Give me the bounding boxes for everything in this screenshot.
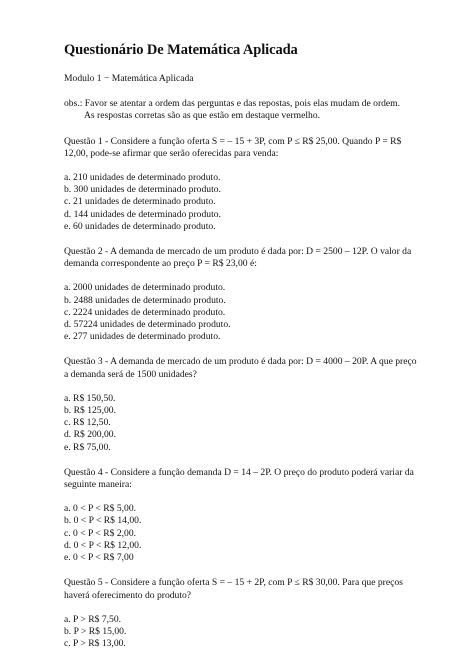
question-text: Questão 1 - Considere a função oferta S = – 15 + 3P, com P ≤ R$ 25,00. Quando P = R$ 12,00, pode-se afirmar que serão oferecidas para venda: <box>64 135 402 159</box>
option-item: d. 144 unidades de determinado produto. <box>64 208 221 220</box>
option-list <box>64 172 422 233</box>
question-text: Questão 4 - Considere a função demanda D = 14 – 2P. O preço do produto poderá variar da seguinte maneira: <box>64 466 414 491</box>
option-item: a. 0 < P < R$ 5,00. <box>64 503 137 515</box>
option-item: b. 300 unidades de determinado produto. <box>64 184 221 196</box>
option-item: b. 2488 unidades de determinado produto. <box>64 294 226 306</box>
question-text: Questão 2 - A demanda de mercado de um produto é dada por: D = 2500 – 12P. O valor da demanda correspondente ao preço P = R$ 23,00 é: <box>64 246 412 270</box>
obs-line-1: obs.: Favor se atentar a ordem das perguntas e das repostas, pois elas mudam de ordem. <box>64 98 401 110</box>
option-item: e. 277 unidades de determinado produto. <box>64 331 221 343</box>
question-text: Questão 3 - A demanda de mercado de um produto é dada por: D = 4000 – 20P. A que preço a demanda será de 1500 unidades? <box>64 356 417 380</box>
option-list <box>64 282 422 343</box>
option-item: c. 2224 unidades de determinado produto. <box>64 306 226 318</box>
option-list <box>64 503 422 564</box>
option-item: c. R$ 12,50. <box>64 417 111 429</box>
option-item: e. 60 unidades de determinado produto. <box>64 220 216 232</box>
option-item: a. P > R$ 7,50. <box>64 613 122 625</box>
option-list <box>64 393 422 454</box>
question-block <box>64 467 422 564</box>
obs-line-2: As respostas corretas são as que estão em destaque vermelho. <box>84 110 321 122</box>
option-item: a. R$ 150,50. <box>64 392 116 404</box>
option-item: d. 57224 unidades de determinado produto. <box>64 319 231 331</box>
option-item: d. 0 < P < R$ 12,00. <box>64 539 142 551</box>
option-item: b. 0 < P < R$ 14,00. <box>64 515 142 527</box>
option-item: c. 0 < P < R$ 2,00. <box>64 527 137 539</box>
option-item: e. R$ 75,00. <box>64 441 111 453</box>
option-item: b. R$ 125,00. <box>64 405 116 417</box>
option-list <box>64 614 422 651</box>
option-item: e. 0 < P < R$ 7,00 <box>64 552 134 564</box>
document-title: Questionário De Matemática Aplicada <box>64 42 298 58</box>
question-block <box>64 246 422 343</box>
option-item: c. P > R$ 13,00. <box>64 638 126 650</box>
option-item: b. P > R$ 15,00. <box>64 625 127 637</box>
question-block <box>64 356 422 453</box>
option-item: c. 21 unidades de determinado produto. <box>64 196 216 208</box>
option-item: a. 210 unidades de determinado produto. <box>64 172 221 184</box>
option-item: a. 2000 unidades de determinado produto. <box>64 282 226 294</box>
question-block <box>64 136 422 233</box>
question-block <box>64 577 422 650</box>
option-item: d. R$ 200,00. <box>64 429 116 441</box>
module-heading: Modulo 1 − Matemática Aplicada <box>64 73 194 84</box>
question-text: Questão 5 - Considere a função oferta S = – 15 + 2P, com P ≤ R$ 30,00. Para que preços haverá oferecimento do produto? <box>64 577 403 601</box>
